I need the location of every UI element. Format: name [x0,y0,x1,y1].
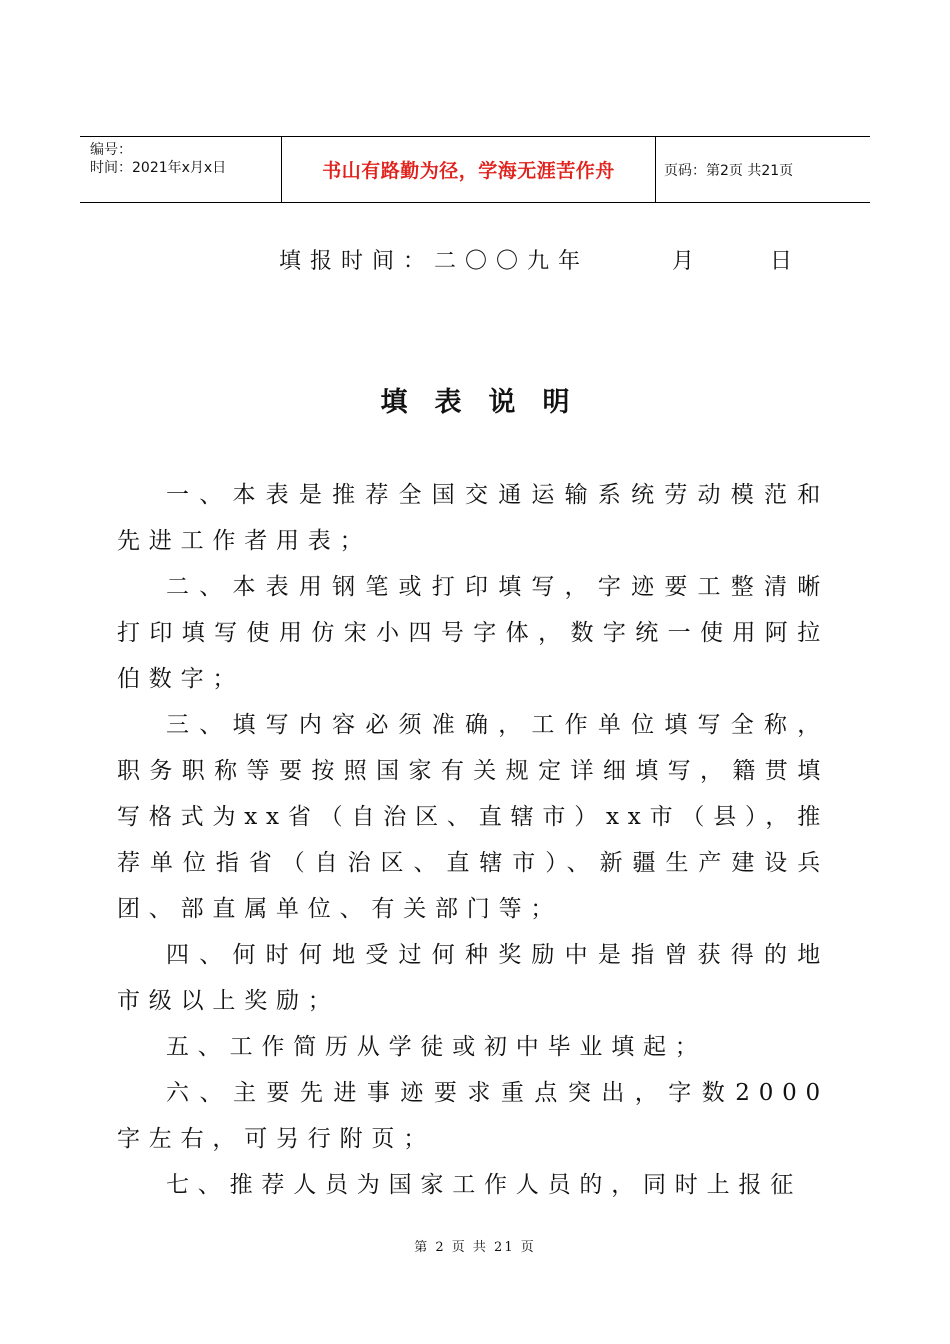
fill-time-day: 日 [770,249,802,274]
instruction-paragraph-6: 六、主要先进事迹要求重点突出，字数2000字左右，可另行附页； [117,1080,829,1152]
document-header [80,136,870,203]
fill-time-label: 填报时间：二〇〇九年 [279,249,590,274]
header-slogan: 书山有路勤为径，学海无涯苦作舟 [281,137,656,202]
page-footer: 第 2 页 共 21 页 [414,1240,536,1255]
instruction-paragraph-5: 五、工作简历从学徒或初中毕业填起； [166,1034,707,1060]
header-meta-cell [80,137,281,202]
date-line: 时间：2021年x月x日 [90,160,227,176]
page-title-text: 填表说明 [380,387,597,418]
fill-time-line [0,244,950,280]
instruction-paragraph-2: 二、本表用钢笔或打印填写，字迹要工整清晰打印填写使用仿宋小四号字体，数字统一使用阿拉伯数字； [117,574,829,692]
instruction-paragraph-1: 一、本表是推荐全国交通运输系统劳动模范和先进工作者用表； [117,482,829,554]
header-page-info: 页码：第2页 共21页 [664,162,794,179]
instruction-paragraph-4: 四、何时何地受过何种奖励中是指曾获得的地市级以上奖励； [117,942,829,1014]
instruction-paragraph-3: 三、填写内容必须准确，工作单位填写全称，职务职称等要按照国家有关规定详细填写，籍贯填写格式为xx省（自治区、直辖市）xx市（县），推荐单位指省（自治区、直辖市）、新疆生产建设兵团、部直属单位、有关部门等； [117,712,829,922]
instructions-body [117,472,829,1208]
fill-time-month: 月 [672,249,704,274]
instruction-paragraph-7: 七、推荐人员为国家工作人员的，同时上报征 [166,1172,802,1198]
page-title [0,380,950,419]
serial-number-label: 编号： [90,142,132,158]
